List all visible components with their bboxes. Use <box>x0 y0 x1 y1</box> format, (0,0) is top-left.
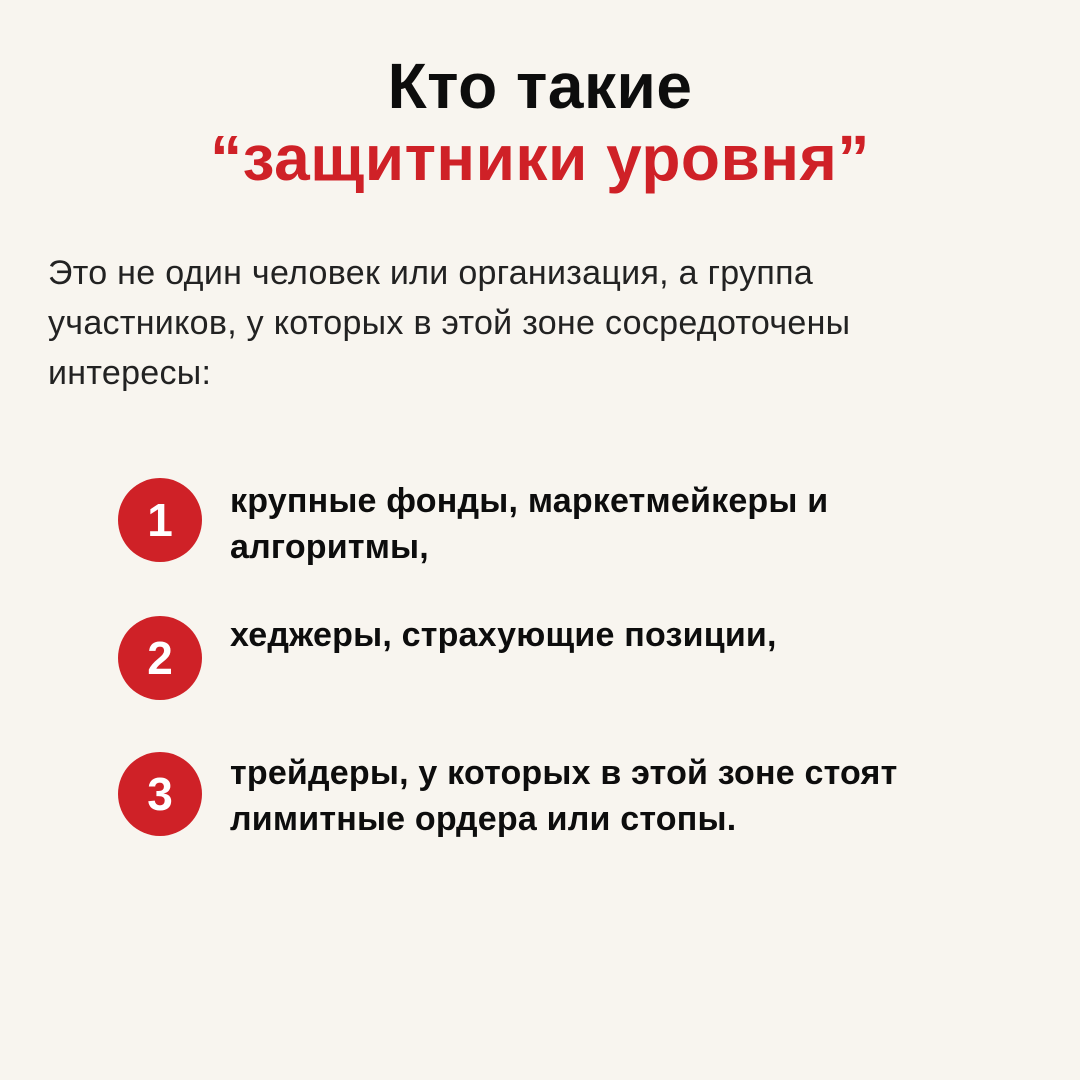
list-item-text-3: трейдеры, у которых в этой зоне стоят лимитные ордера или стопы. <box>230 754 898 838</box>
number-badge-1: 1 <box>118 478 202 562</box>
title-line-1: Кто такие <box>387 50 693 122</box>
title-line-2-highlight: “защитники уровня” <box>210 122 870 194</box>
list-item-text-1: крупные фонды, маркетмейкеры и алгоритмы, <box>230 482 829 566</box>
page-title <box>0 50 1080 194</box>
list-item-text-2: хеджеры, страхующие позиции, <box>230 616 777 654</box>
number-badge-2: 2 <box>118 616 202 700</box>
number-badge-3: 3 <box>118 752 202 836</box>
intro-paragraph: Это не один человек или организация, а группа участников, у которых в этой зоне сосредоточены интересы: <box>48 254 851 392</box>
